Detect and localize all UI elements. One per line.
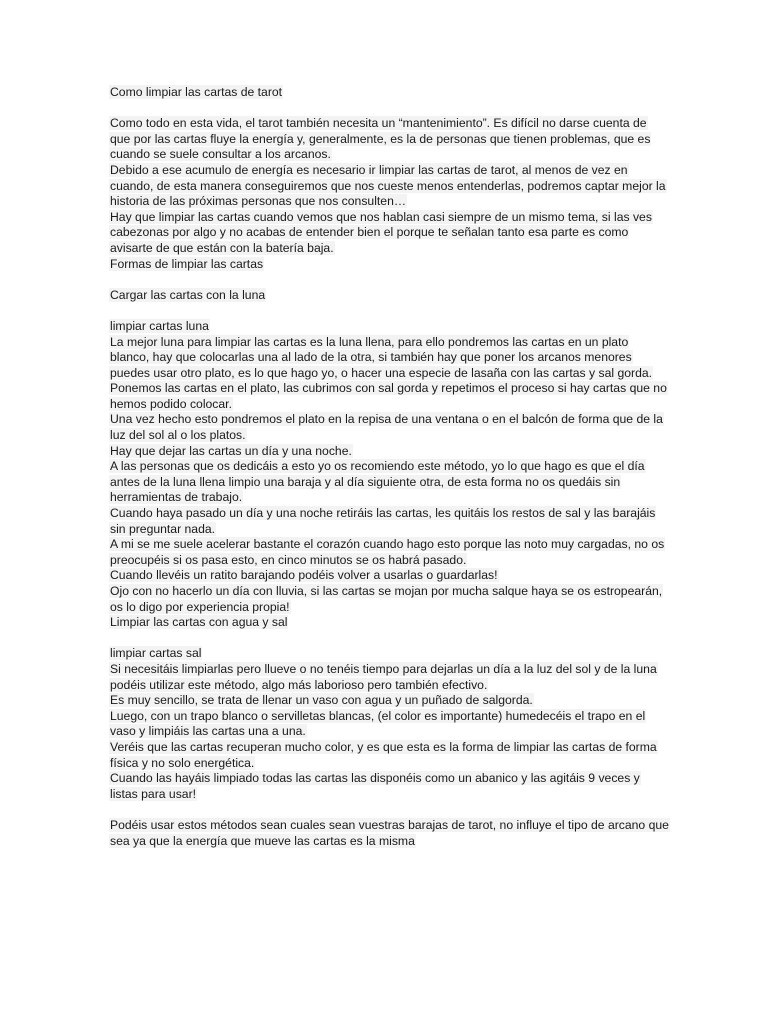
paragraph: Cuando llevéis un ratito barajando podéis volver a usarlas o guardarlas! — [110, 568, 498, 583]
paragraph: Hay que dejar las cartas un día y una noche. — [110, 443, 352, 458]
paragraph: Debido a ese acumulo de energía es necesario ir limpiar las cartas de tarot, al menos de vez en cuando, de esta manera conseguiremos que nos cueste menos entenderlas, podremos captar mejor la historia de las próximas personas que nos consulten… — [110, 162, 666, 209]
document-title: Como limpiar las cartas de tarot — [110, 85, 283, 99]
section-heading: Formas de limpiar las cartas — [110, 256, 264, 271]
paragraph: Una vez hecho esto pondremos el plato en la repisa de una ventana o en el balcón de forma que de la luz del sol al o los platos. — [110, 412, 663, 443]
section-heading: Limpiar las cartas con agua y sal — [110, 615, 288, 630]
paragraph: La mejor luna para limpiar las cartas es la luna llena, para ello pondremos las cartas en un plato blanco, hay que colocarlas una al lado de la otra, si también hay que poner los arcanos menores puedes usar otro plato, es lo que hago yo, o hacer una especie de lasaña con las cartas y sal gorda. — [110, 334, 653, 380]
paragraph: Si necesitáis limpiarlas pero llueve o no tenéis tiempo para dejarlas un día a la luz del sol y de la luna podéis utilizar este método, algo más laborioso pero también efectivo. — [110, 661, 657, 692]
paragraph: Ponemos las cartas en el plato, las cubrimos con sal gorda y repetimos el proceso si hay cartas que no hemos podido colocar. — [110, 381, 667, 411]
paragraph: Luego, con un trapo blanco o servilletas blancas, (el color es importante) humedecéis el trapo en el vaso y limpiáis las cartas una a una. — [110, 708, 646, 739]
paragraph: A mi se me suele acelerar bastante el corazón cuando hago esto porque las noto muy cargadas, no os preocupéis si os pasa esto, en cinco minutos se os habrá pasado. — [110, 537, 665, 567]
paragraph: Veréis que las cartas recuperan mucho color, y es que esta es la forma de limpiar las cartas de forma física y no solo energética. — [110, 739, 657, 770]
closing-paragraph: Podéis usar estos métodos sean cuales sean vuestras barajas de tarot, no influye el tipo de arcano que sea ya que la energía que mueve las cartas es la misma — [110, 817, 669, 848]
document-body — [109, 85, 669, 849]
paragraph: A las personas que os dedicáis a esto yo os recomiendo este método, yo lo que hago es que el día antes de la luna llena limpio una baraja y al día siguiente otra, de esta forma no os quedáis sin herramientas de trabajo. — [110, 459, 645, 505]
image-caption: limpiar cartas luna — [110, 318, 209, 333]
paragraph: Es muy sencillo, se trata de llenar un vaso con agua y un puñado de salgorda. — [110, 693, 533, 708]
paragraph: Ojo con no hacerlo un día con lluvia, si las cartas se mojan por mucha salque haya se os estropearán, os lo digo por experiencia propia! — [110, 584, 663, 614]
paragraph: Cuando haya pasado un día y una noche retiráis las cartas, les quitáis los restos de sal y las barajáis sin preguntar nada. — [110, 506, 656, 536]
paragraph: Como todo en esta vida, el tarot también necesita un “mantenimiento”. Es difícil no darse cuenta de que por las cartas fluye la energía y, generalmente, es la de personas que tienen problemas, que es cuando se suele consultar a los arcanos. — [110, 116, 651, 162]
section-heading: Cargar las cartas con la luna — [110, 287, 266, 302]
paragraph: Hay que limpiar las cartas cuando vemos que nos hablan casi siempre de un mismo tema, si las ves cabezonas por algo y no acabas de entender bien el porque te señalan tanto esa parte es como avisarte de que están con la batería baja. — [110, 209, 652, 255]
paragraph: Cuando las hayáis limpiado todas las cartas las disponéis como un abanico y las agitáis 9 veces y listas para usar! — [110, 771, 640, 801]
image-caption: limpiar cartas sal — [110, 646, 202, 661]
